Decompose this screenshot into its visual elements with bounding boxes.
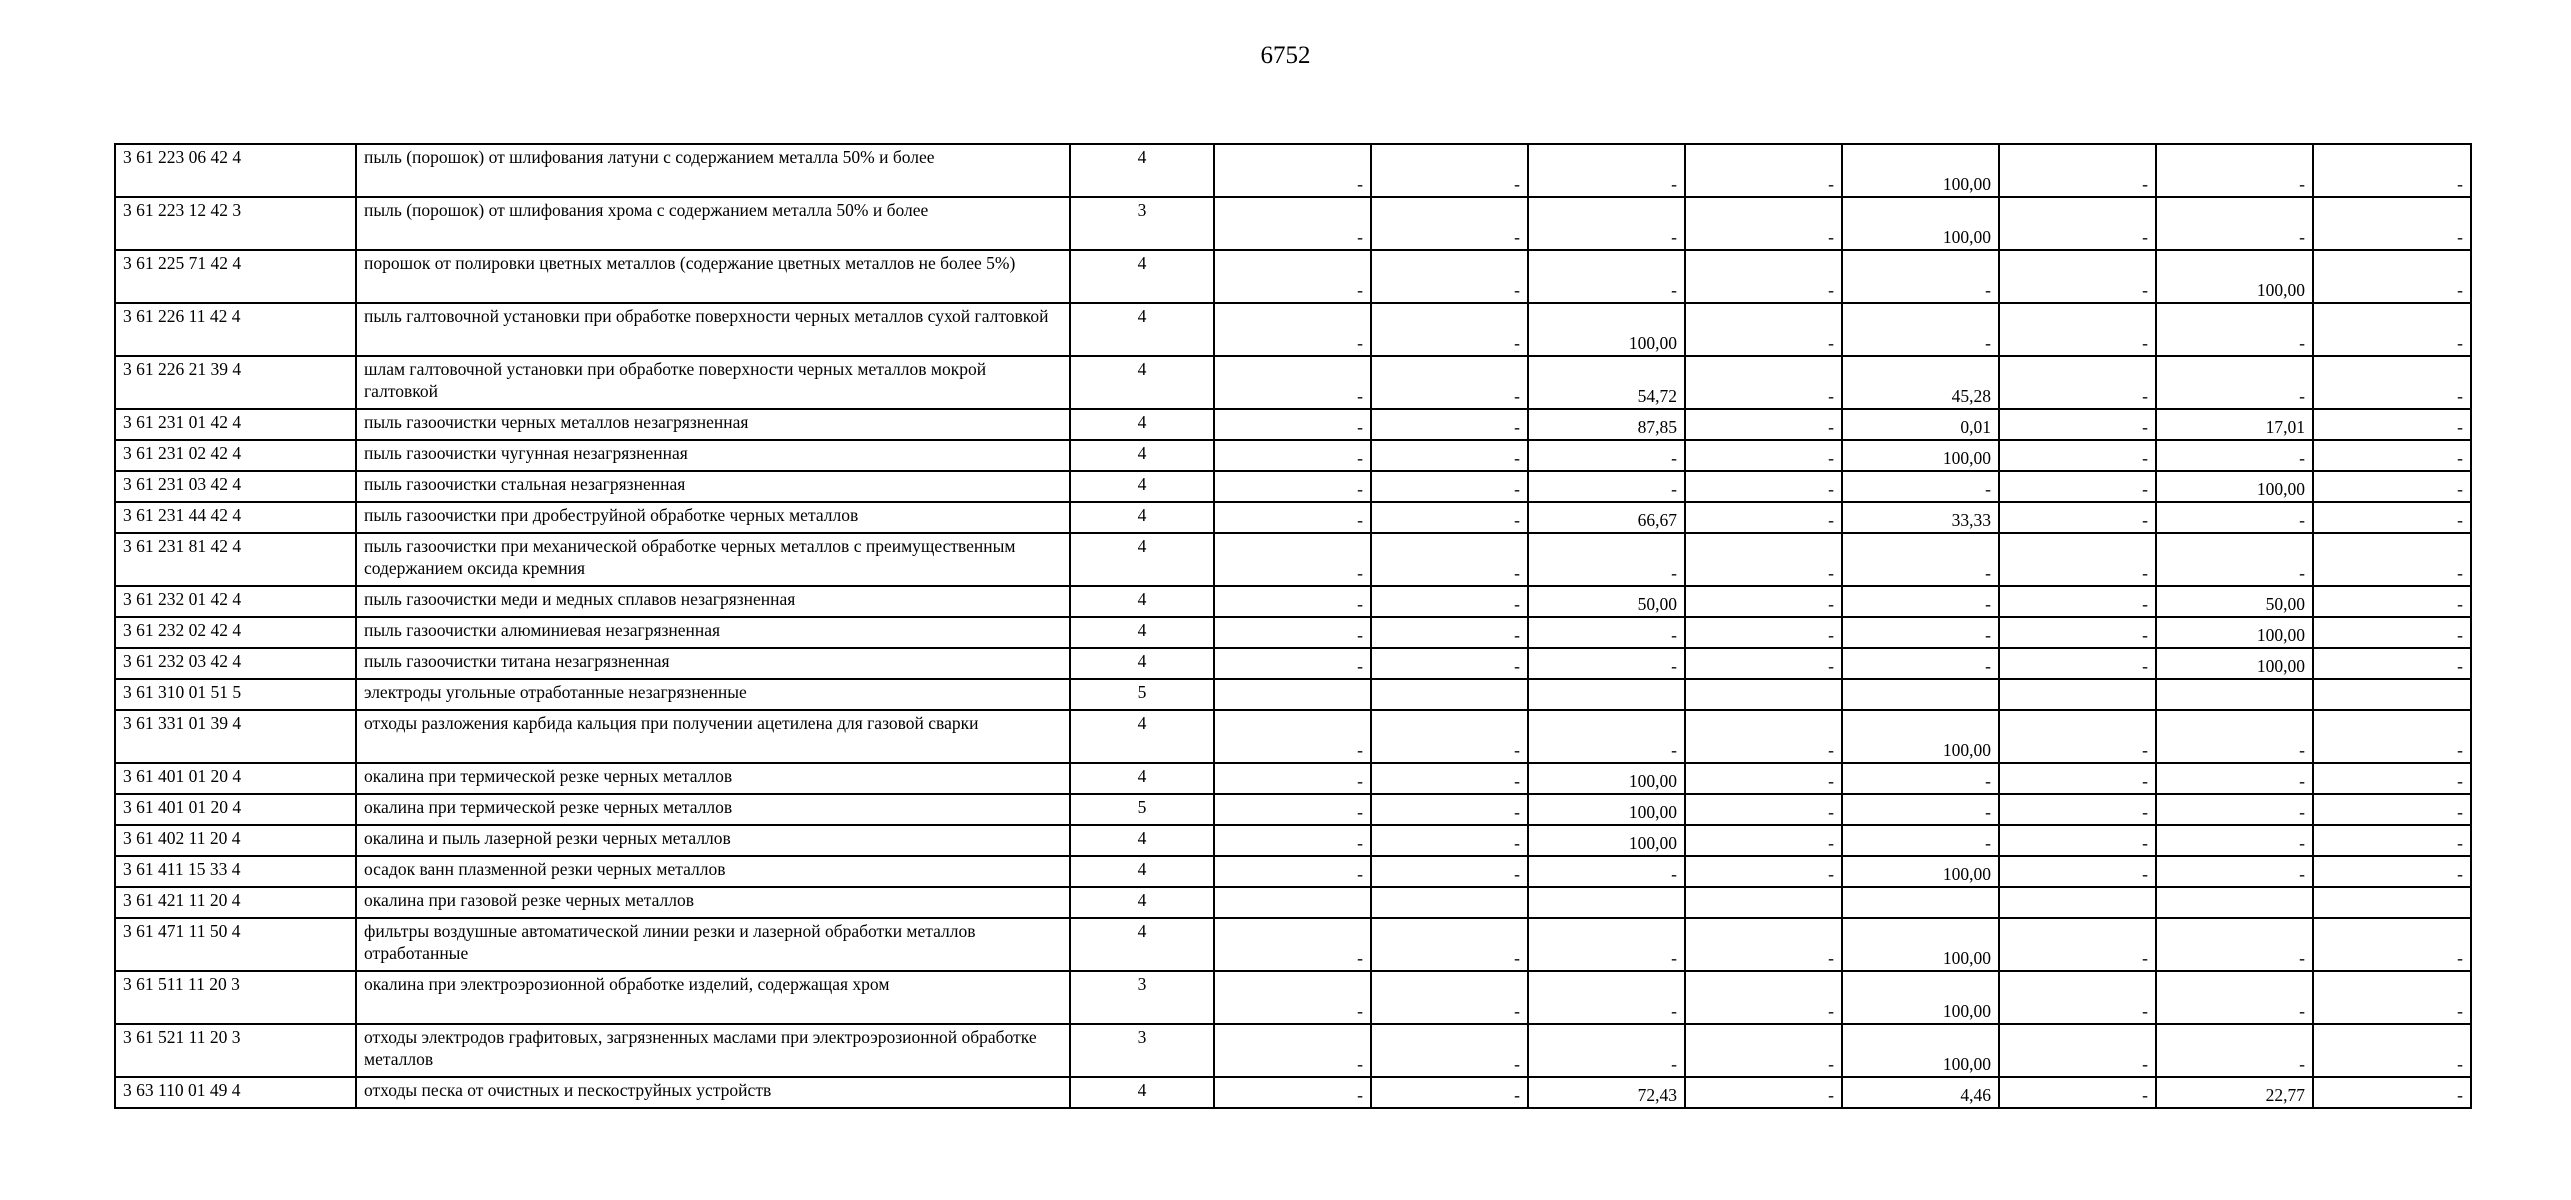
waste-name-cell: пыль (порошок) от шлифования хрома с содержанием металла 50% и более	[356, 197, 1070, 250]
component-value-cell	[1371, 887, 1528, 918]
component-value-cell: -	[1371, 617, 1528, 648]
component-value-cell	[2313, 679, 2471, 710]
hazard-class-cell: 4	[1070, 471, 1214, 502]
component-value-cell: -	[2313, 356, 2471, 409]
component-value-cell: -	[1685, 250, 1842, 303]
component-value-cell: -	[1371, 1024, 1528, 1077]
component-value-cell: -	[1999, 197, 2156, 250]
hazard-class-cell: 4	[1070, 502, 1214, 533]
component-value-cell: -	[1371, 586, 1528, 617]
component-value-cell: -	[1842, 794, 1999, 825]
waste-name-cell: пыль (порошок) от шлифования латуни с содержанием металла 50% и более	[356, 144, 1070, 197]
component-value-cell: -	[1999, 648, 2156, 679]
hazard-class-cell: 4	[1070, 710, 1214, 763]
table-row	[115, 197, 2471, 250]
table-row	[115, 1024, 2471, 1077]
component-value-cell: -	[1999, 1024, 2156, 1077]
waste-code-cell: 3 61 402 11 20 4	[115, 825, 356, 856]
waste-name-cell: фильтры воздушные автоматической линии резки и лазерной обработки металлов отработанные	[356, 918, 1070, 971]
waste-code-cell: 3 61 226 11 42 4	[115, 303, 356, 356]
component-value-cell	[1999, 679, 2156, 710]
component-value-cell: -	[2156, 918, 2313, 971]
component-value-cell: -	[1999, 856, 2156, 887]
component-value-cell: -	[1685, 763, 1842, 794]
hazard-class-cell: 4	[1070, 617, 1214, 648]
component-value-cell: -	[2313, 533, 2471, 586]
component-value-cell: -	[2313, 648, 2471, 679]
component-value-cell	[1214, 887, 1371, 918]
component-value-cell: 50,00	[2156, 586, 2313, 617]
component-value-cell: -	[2313, 971, 2471, 1024]
table-row	[115, 710, 2471, 763]
component-value-cell: -	[1371, 971, 1528, 1024]
table-row	[115, 250, 2471, 303]
table-row	[115, 586, 2471, 617]
waste-composition-table	[114, 143, 2472, 1109]
waste-name-cell: отходы песка от очистных и пескоструйных устройств	[356, 1077, 1070, 1108]
component-value-cell: -	[2313, 471, 2471, 502]
component-value-cell: -	[2156, 710, 2313, 763]
component-value-cell	[1214, 679, 1371, 710]
component-value-cell: 100,00	[1842, 856, 1999, 887]
component-value-cell: -	[1528, 648, 1685, 679]
component-value-cell: -	[2313, 918, 2471, 971]
component-value-cell: 100,00	[1528, 825, 1685, 856]
waste-name-cell: окалина при термической резке черных металлов	[356, 763, 1070, 794]
component-value-cell: -	[1842, 825, 1999, 856]
hazard-class-cell: 4	[1070, 1077, 1214, 1108]
hazard-class-cell: 5	[1070, 794, 1214, 825]
component-value-cell	[1999, 887, 2156, 918]
hazard-class-cell: 4	[1070, 440, 1214, 471]
component-value-cell: 100,00	[1528, 794, 1685, 825]
component-value-cell: -	[1528, 971, 1685, 1024]
component-value-cell: -	[2156, 197, 2313, 250]
component-value-cell: -	[1685, 502, 1842, 533]
component-value-cell: -	[1842, 303, 1999, 356]
component-value-cell: -	[2313, 825, 2471, 856]
component-value-cell: -	[1214, 918, 1371, 971]
table-row	[115, 794, 2471, 825]
component-value-cell: -	[1528, 710, 1685, 763]
component-value-cell: -	[1371, 533, 1528, 586]
component-value-cell: -	[1214, 409, 1371, 440]
table-row	[115, 144, 2471, 197]
table-row	[115, 533, 2471, 586]
component-value-cell	[1685, 887, 1842, 918]
table-row	[115, 918, 2471, 971]
hazard-class-cell: 4	[1070, 356, 1214, 409]
component-value-cell: -	[1371, 502, 1528, 533]
component-value-cell: -	[1528, 1024, 1685, 1077]
hazard-class-cell: 4	[1070, 533, 1214, 586]
component-value-cell: -	[1685, 409, 1842, 440]
component-value-cell: -	[2313, 586, 2471, 617]
component-value-cell: -	[2313, 1024, 2471, 1077]
component-value-cell: -	[1214, 710, 1371, 763]
component-value-cell: -	[1214, 617, 1371, 648]
waste-name-cell: электроды угольные отработанные незагрязненные	[356, 679, 1070, 710]
component-value-cell: -	[2313, 763, 2471, 794]
component-value-cell: -	[1685, 356, 1842, 409]
component-value-cell: -	[1371, 197, 1528, 250]
component-value-cell: -	[1371, 763, 1528, 794]
component-value-cell: -	[2313, 409, 2471, 440]
component-value-cell: -	[1214, 856, 1371, 887]
component-value-cell: -	[1999, 502, 2156, 533]
waste-code-cell: 3 61 226 21 39 4	[115, 356, 356, 409]
waste-code-cell: 3 61 411 15 33 4	[115, 856, 356, 887]
component-value-cell: -	[1999, 471, 2156, 502]
component-value-cell: -	[1214, 648, 1371, 679]
component-value-cell: -	[1214, 144, 1371, 197]
component-value-cell: 100,00	[1842, 710, 1999, 763]
hazard-class-cell: 4	[1070, 250, 1214, 303]
component-value-cell	[1528, 679, 1685, 710]
waste-name-cell: окалина и пыль лазерной резки черных металлов	[356, 825, 1070, 856]
component-value-cell: -	[1214, 356, 1371, 409]
component-value-cell: -	[1528, 471, 1685, 502]
component-value-cell: -	[1842, 648, 1999, 679]
table-row	[115, 763, 2471, 794]
component-value-cell: -	[1999, 825, 2156, 856]
waste-name-cell: пыль галтовочной установки при обработке поверхности черных металлов сухой галтовкой	[356, 303, 1070, 356]
component-value-cell: -	[2313, 303, 2471, 356]
table-row	[115, 1077, 2471, 1108]
component-value-cell: -	[1528, 440, 1685, 471]
component-value-cell: -	[1214, 763, 1371, 794]
component-value-cell	[1528, 887, 1685, 918]
hazard-class-cell: 5	[1070, 679, 1214, 710]
component-value-cell: -	[1999, 1077, 2156, 1108]
waste-code-cell: 3 61 232 01 42 4	[115, 586, 356, 617]
hazard-class-cell: 4	[1070, 856, 1214, 887]
component-value-cell: 100,00	[1528, 763, 1685, 794]
component-value-cell: -	[1685, 533, 1842, 586]
component-value-cell: 54,72	[1528, 356, 1685, 409]
component-value-cell: -	[1842, 250, 1999, 303]
component-value-cell: -	[1685, 440, 1842, 471]
hazard-class-cell: 4	[1070, 303, 1214, 356]
component-value-cell: 100,00	[2156, 250, 2313, 303]
table-row	[115, 887, 2471, 918]
component-value-cell: -	[2313, 710, 2471, 763]
waste-code-cell: 3 61 231 02 42 4	[115, 440, 356, 471]
component-value-cell: -	[1214, 440, 1371, 471]
component-value-cell: -	[1999, 533, 2156, 586]
component-value-cell: -	[1214, 794, 1371, 825]
component-value-cell: -	[1528, 617, 1685, 648]
component-value-cell: -	[1999, 303, 2156, 356]
table-row	[115, 971, 2471, 1024]
component-value-cell: -	[1999, 586, 2156, 617]
hazard-class-cell: 4	[1070, 887, 1214, 918]
component-value-cell: -	[1371, 356, 1528, 409]
component-value-cell: -	[1214, 586, 1371, 617]
component-value-cell: -	[1999, 710, 2156, 763]
component-value-cell: -	[1685, 1077, 1842, 1108]
component-value-cell	[1842, 679, 1999, 710]
waste-code-cell: 3 61 231 44 42 4	[115, 502, 356, 533]
hazard-class-cell: 4	[1070, 586, 1214, 617]
component-value-cell: -	[1528, 918, 1685, 971]
component-value-cell: -	[2313, 856, 2471, 887]
hazard-class-cell: 3	[1070, 971, 1214, 1024]
component-value-cell: -	[2313, 250, 2471, 303]
waste-name-cell: шлам галтовочной установки при обработке поверхности черных металлов мокрой галтовкой	[356, 356, 1070, 409]
waste-name-cell: пыль газоочистки титана незагрязненная	[356, 648, 1070, 679]
component-value-cell	[1371, 679, 1528, 710]
component-value-cell: -	[2156, 825, 2313, 856]
waste-name-cell: отходы электродов графитовых, загрязненных маслами при электроэрозионной обработке металлов	[356, 1024, 1070, 1077]
component-value-cell: -	[2156, 856, 2313, 887]
component-value-cell	[2156, 679, 2313, 710]
component-value-cell: -	[2156, 763, 2313, 794]
component-value-cell: -	[1685, 971, 1842, 1024]
component-value-cell: 33,33	[1842, 502, 1999, 533]
component-value-cell: -	[1371, 648, 1528, 679]
component-value-cell: -	[2156, 502, 2313, 533]
waste-code-cell: 3 61 471 11 50 4	[115, 918, 356, 971]
table-row	[115, 617, 2471, 648]
component-value-cell: -	[1685, 856, 1842, 887]
component-value-cell: 100,00	[1842, 197, 1999, 250]
component-value-cell: -	[1214, 471, 1371, 502]
component-value-cell: -	[1999, 250, 2156, 303]
component-value-cell: -	[1371, 856, 1528, 887]
hazard-class-cell: 4	[1070, 918, 1214, 971]
table-row	[115, 825, 2471, 856]
component-value-cell: -	[1685, 918, 1842, 971]
component-value-cell: 22,77	[2156, 1077, 2313, 1108]
component-value-cell: -	[1528, 533, 1685, 586]
table-row	[115, 856, 2471, 887]
component-value-cell: -	[1371, 1077, 1528, 1108]
component-value-cell: -	[1214, 250, 1371, 303]
component-value-cell: -	[1685, 648, 1842, 679]
component-value-cell: -	[1842, 763, 1999, 794]
waste-code-cell: 3 61 231 03 42 4	[115, 471, 356, 502]
component-value-cell: -	[2313, 502, 2471, 533]
component-value-cell: -	[1371, 794, 1528, 825]
component-value-cell: -	[1214, 971, 1371, 1024]
component-value-cell: -	[2156, 794, 2313, 825]
component-value-cell: -	[2156, 533, 2313, 586]
component-value-cell: 100,00	[1842, 440, 1999, 471]
waste-code-cell: 3 61 511 11 20 3	[115, 971, 356, 1024]
waste-code-cell: 3 61 401 01 20 4	[115, 763, 356, 794]
component-value-cell: 100,00	[1842, 971, 1999, 1024]
component-value-cell: -	[1214, 197, 1371, 250]
hazard-class-cell: 3	[1070, 197, 1214, 250]
hazard-class-cell: 4	[1070, 825, 1214, 856]
waste-code-cell: 3 61 232 03 42 4	[115, 648, 356, 679]
component-value-cell: -	[1999, 918, 2156, 971]
component-value-cell: -	[2156, 303, 2313, 356]
hazard-class-cell: 4	[1070, 763, 1214, 794]
component-value-cell: -	[2156, 440, 2313, 471]
table-row	[115, 648, 2471, 679]
component-value-cell: -	[1999, 356, 2156, 409]
component-value-cell: -	[1528, 197, 1685, 250]
component-value-cell: -	[1685, 825, 1842, 856]
waste-name-cell: окалина при газовой резке черных металлов	[356, 887, 1070, 918]
component-value-cell: -	[2313, 144, 2471, 197]
table-row	[115, 440, 2471, 471]
component-value-cell: -	[1371, 250, 1528, 303]
hazard-class-cell: 4	[1070, 409, 1214, 440]
waste-code-cell: 3 61 521 11 20 3	[115, 1024, 356, 1077]
component-value-cell: -	[1842, 586, 1999, 617]
component-value-cell: 100,00	[2156, 471, 2313, 502]
component-value-cell: -	[1214, 533, 1371, 586]
component-value-cell: -	[1685, 710, 1842, 763]
waste-name-cell: пыль газоочистки алюминиевая незагрязненная	[356, 617, 1070, 648]
component-value-cell: -	[1371, 918, 1528, 971]
component-value-cell: -	[1842, 533, 1999, 586]
component-value-cell: -	[1371, 303, 1528, 356]
component-value-cell: 45,28	[1842, 356, 1999, 409]
table-row	[115, 679, 2471, 710]
table-row	[115, 409, 2471, 440]
table-row	[115, 502, 2471, 533]
waste-code-cell: 3 63 110 01 49 4	[115, 1077, 356, 1108]
waste-name-cell: пыль газоочистки при дробеструйной обработке черных металлов	[356, 502, 1070, 533]
component-value-cell: -	[1999, 440, 2156, 471]
waste-code-cell: 3 61 223 06 42 4	[115, 144, 356, 197]
waste-code-cell: 3 61 421 11 20 4	[115, 887, 356, 918]
waste-code-cell: 3 61 331 01 39 4	[115, 710, 356, 763]
component-value-cell: 100,00	[2156, 648, 2313, 679]
waste-name-cell: пыль газоочистки черных металлов незагрязненная	[356, 409, 1070, 440]
waste-code-cell: 3 61 401 01 20 4	[115, 794, 356, 825]
waste-code-cell: 3 61 223 12 42 3	[115, 197, 356, 250]
component-value-cell: -	[1842, 471, 1999, 502]
component-value-cell: -	[2156, 144, 2313, 197]
waste-code-cell: 3 61 232 02 42 4	[115, 617, 356, 648]
waste-code-cell: 3 61 231 81 42 4	[115, 533, 356, 586]
component-value-cell	[2156, 887, 2313, 918]
waste-name-cell: осадок ванн плазменной резки черных металлов	[356, 856, 1070, 887]
component-value-cell: -	[1842, 617, 1999, 648]
table-row	[115, 303, 2471, 356]
component-value-cell: -	[1371, 409, 1528, 440]
component-value-cell: -	[1371, 440, 1528, 471]
component-value-cell: -	[1214, 502, 1371, 533]
component-value-cell: -	[1528, 144, 1685, 197]
component-value-cell: 100,00	[1842, 144, 1999, 197]
component-value-cell: -	[2156, 356, 2313, 409]
component-value-cell: -	[1685, 617, 1842, 648]
component-value-cell: -	[1999, 794, 2156, 825]
hazard-class-cell: 4	[1070, 144, 1214, 197]
component-value-cell	[1685, 679, 1842, 710]
component-value-cell: -	[1999, 409, 2156, 440]
component-value-cell: -	[1685, 471, 1842, 502]
waste-name-cell: пыль газоочистки меди и медных сплавов незагрязненная	[356, 586, 1070, 617]
component-value-cell: -	[1685, 1024, 1842, 1077]
table-row	[115, 356, 2471, 409]
component-value-cell: 100,00	[1842, 918, 1999, 971]
hazard-class-cell: 3	[1070, 1024, 1214, 1077]
waste-name-cell: пыль газоочистки стальная незагрязненная	[356, 471, 1070, 502]
component-value-cell: -	[2313, 617, 2471, 648]
waste-code-cell: 3 61 225 71 42 4	[115, 250, 356, 303]
component-value-cell: -	[2313, 1077, 2471, 1108]
component-value-cell: 100,00	[1528, 303, 1685, 356]
waste-name-cell: окалина при электроэрозионной обработке изделий, содержащая хром	[356, 971, 1070, 1024]
component-value-cell: -	[1999, 971, 2156, 1024]
component-value-cell: -	[1685, 303, 1842, 356]
table-body	[115, 144, 2471, 1108]
waste-code-cell: 3 61 310 01 51 5	[115, 679, 356, 710]
component-value-cell: 72,43	[1528, 1077, 1685, 1108]
component-value-cell: 87,85	[1528, 409, 1685, 440]
component-value-cell: -	[2313, 197, 2471, 250]
waste-name-cell: порошок от полировки цветных металлов (содержание цветных металлов не более 5%)	[356, 250, 1070, 303]
component-value-cell: 100,00	[2156, 617, 2313, 648]
component-value-cell: -	[1999, 617, 2156, 648]
component-value-cell: -	[1999, 763, 2156, 794]
component-value-cell: -	[1214, 825, 1371, 856]
waste-name-cell: пыль газоочистки при механической обработке черных металлов с преимущественным содержанием оксида кремния	[356, 533, 1070, 586]
component-value-cell: -	[1685, 197, 1842, 250]
component-value-cell: -	[1685, 144, 1842, 197]
waste-name-cell: отходы разложения карбида кальция при получении ацетилена для газовой сварки	[356, 710, 1070, 763]
component-value-cell: -	[1999, 144, 2156, 197]
component-value-cell: -	[1214, 303, 1371, 356]
waste-code-cell: 3 61 231 01 42 4	[115, 409, 356, 440]
component-value-cell: -	[1528, 856, 1685, 887]
component-value-cell: -	[1685, 794, 1842, 825]
table-row	[115, 471, 2471, 502]
component-value-cell: 4,46	[1842, 1077, 1999, 1108]
component-value-cell: -	[1214, 1077, 1371, 1108]
component-value-cell: -	[1371, 710, 1528, 763]
component-value-cell: 100,00	[1842, 1024, 1999, 1077]
component-value-cell: 0,01	[1842, 409, 1999, 440]
component-value-cell: 66,67	[1528, 502, 1685, 533]
component-value-cell: -	[1685, 586, 1842, 617]
waste-name-cell: пыль газоочистки чугунная незагрязненная	[356, 440, 1070, 471]
component-value-cell: 50,00	[1528, 586, 1685, 617]
component-value-cell: 17,01	[2156, 409, 2313, 440]
component-value-cell	[1842, 887, 1999, 918]
component-value-cell: -	[2156, 1024, 2313, 1077]
component-value-cell: -	[2156, 971, 2313, 1024]
component-value-cell: -	[1371, 471, 1528, 502]
component-value-cell: -	[2313, 440, 2471, 471]
component-value-cell: -	[1371, 825, 1528, 856]
component-value-cell: -	[1528, 250, 1685, 303]
component-value-cell: -	[1371, 144, 1528, 197]
component-value-cell	[2313, 887, 2471, 918]
page-number: 6752	[1260, 42, 1311, 69]
waste-name-cell: окалина при термической резке черных металлов	[356, 794, 1070, 825]
hazard-class-cell: 4	[1070, 648, 1214, 679]
component-value-cell: -	[2313, 794, 2471, 825]
component-value-cell: -	[1214, 1024, 1371, 1077]
